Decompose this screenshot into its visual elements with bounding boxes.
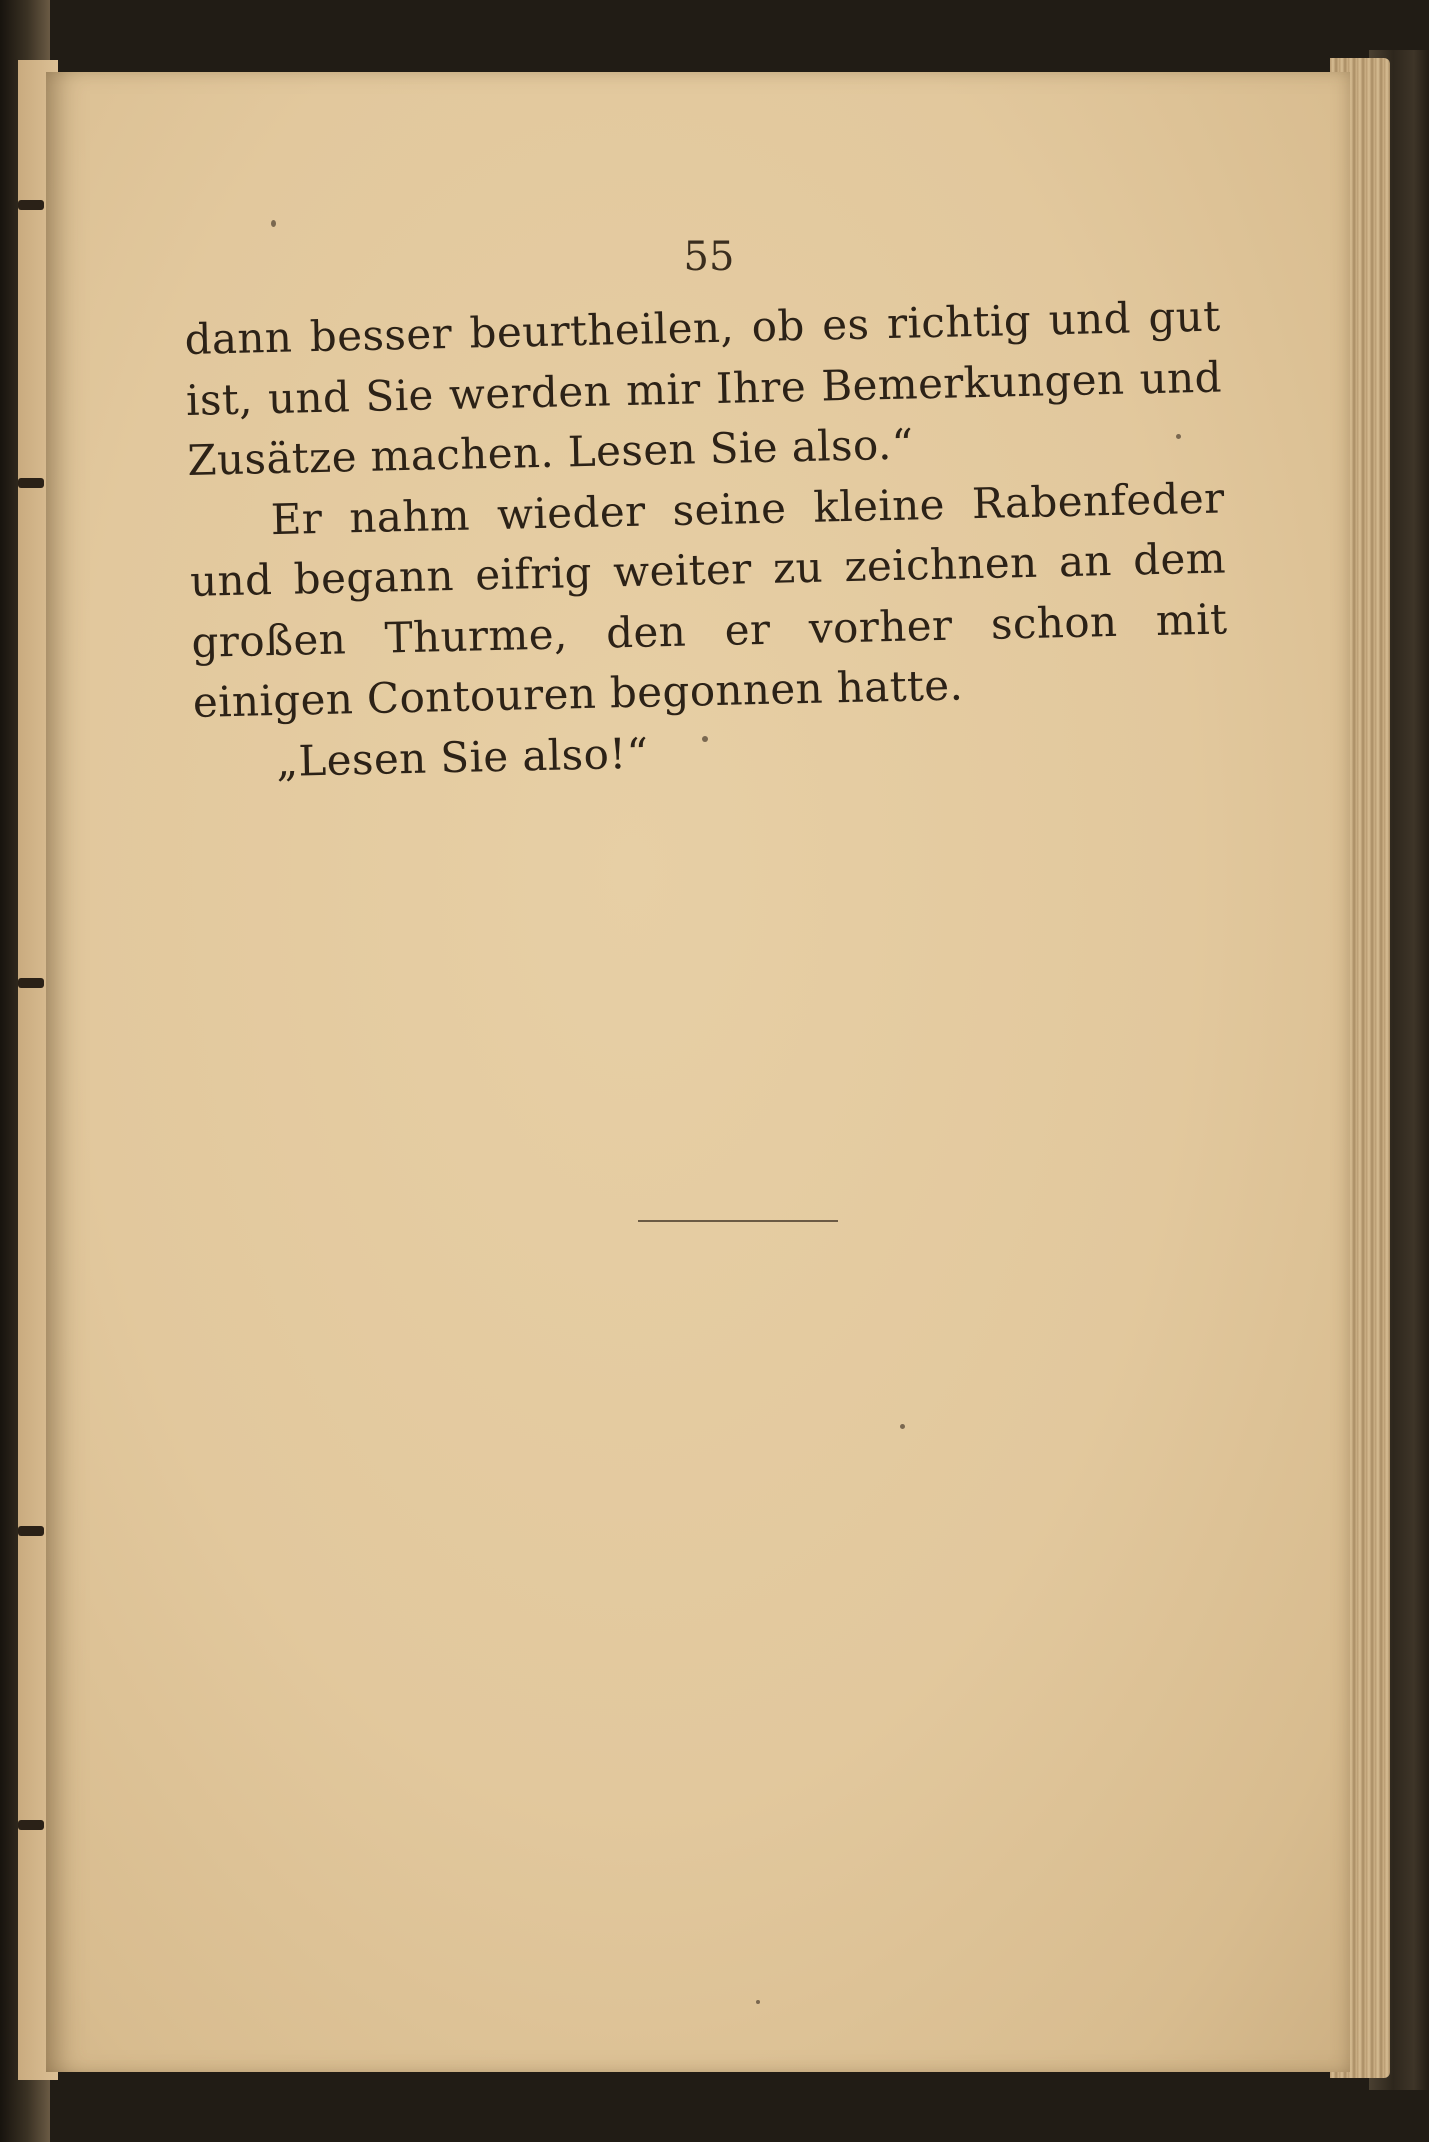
paragraph-1: dann besser beurtheilen, ob es richtig und gut ist, und Sie werden mir Ihre Bemerkungen und Zusätze machen. Lesen Sie also.“ <box>184 291 1223 485</box>
paper-speck <box>271 220 276 227</box>
paper-speck <box>756 2000 760 2004</box>
binding-stitch <box>18 1526 44 1536</box>
binding-stitch <box>18 978 44 988</box>
binding-stitch <box>18 478 44 488</box>
paper-speck <box>1176 434 1181 439</box>
paragraph-2: Er nahm wieder seine kleine Rabenfeder und begann eifrig weiter zu zeichnen an dem großen Thurme, den er vorher schon mit einigen Contouren begonnen hatte. <box>189 472 1228 727</box>
book-page <box>46 72 1350 2072</box>
page-number: 55 <box>683 234 735 280</box>
paper-speck <box>900 1424 905 1429</box>
binding-stitch <box>18 1820 44 1830</box>
body-text <box>184 286 1231 793</box>
paper-speck <box>702 736 708 742</box>
end-rule <box>638 1220 838 1222</box>
paragraph-3: „Lesen Sie also!“ <box>275 728 649 786</box>
binding-stitch <box>18 200 44 210</box>
